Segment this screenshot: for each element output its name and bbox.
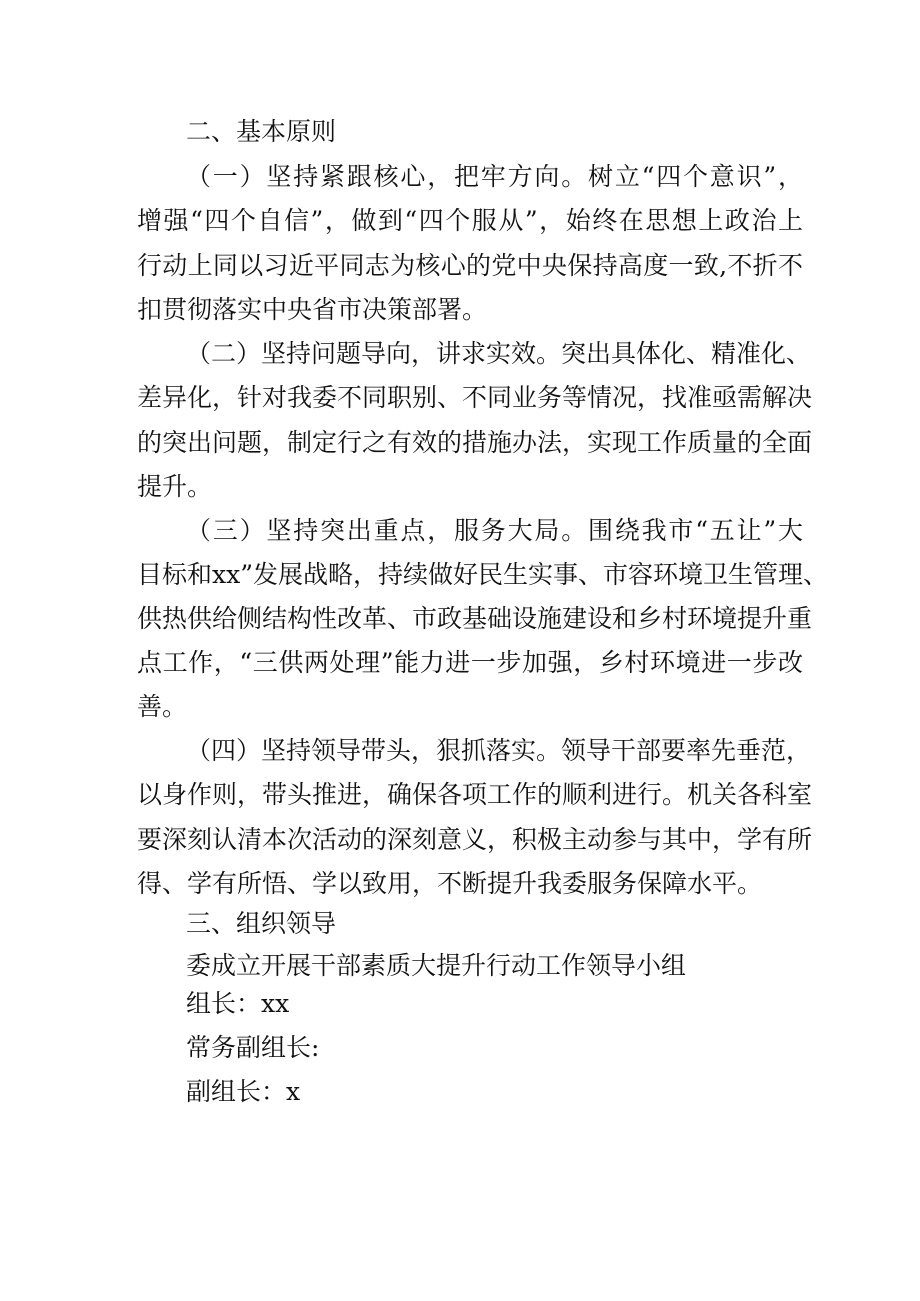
paragraph-4-line-3: 要深刻认清本次活动的深刻意义，积极主动参与其中，学有所 <box>137 825 813 854</box>
section-heading-principles: 二、基本原则 <box>186 117 337 146</box>
paragraph-3-line-4: 点工作，“三供两处理”能力进一步加强，乡村环境进一步改 <box>137 648 803 677</box>
paragraph-1-line-1: （一）坚持紧跟核心，把牢方向。树立“四个意识”， <box>186 162 803 191</box>
paragraph-4-line-2: 以身作则，带头推进，确保各项工作的顺利进行。机关各科室 <box>137 780 813 809</box>
group-executive-deputy: 常务副组长: <box>186 1033 320 1062</box>
group-intro: 委成立开展干部素质大提升行动工作领导小组 <box>186 951 687 980</box>
paragraph-2-line-3: 的突出问题，制定行之有效的措施办法，实现工作质量的全面 <box>137 428 813 457</box>
paragraph-3-line-3: 供热供给侧结构性改革、市政基础设施建设和乡村环境提升重 <box>137 604 813 633</box>
group-deputy: 副组长：x <box>186 1077 301 1106</box>
paragraph-2-line-2: 差异化，针对我委不同职别、不同业务等情况，找准亟需解决 <box>137 383 813 412</box>
paragraph-4-line-1: （四）坚持领导带头，狠抓落实。领导干部要率先垂范， <box>186 736 812 765</box>
paragraph-2-line-1: （二）坚持问题导向，讲求实效。突出具体化、精准化、 <box>186 339 812 368</box>
paragraph-4-line-4: 得、学有所悟、学以致用，不断提升我委服务保障水平。 <box>137 869 763 898</box>
paragraph-3-line-1: （三）坚持突出重点，服务大局。围绕我市“五让”大 <box>186 516 803 545</box>
paragraph-1-line-3: 行动上同以习近平同志为核心的党中央保持高度一致,不折不 <box>137 251 803 280</box>
paragraph-3-line-5: 善。 <box>137 692 188 721</box>
paragraph-1-line-4: 扣贯彻落实中央省市决策部署。 <box>137 295 488 324</box>
paragraph-3-line-2: 目标和xx”发展战略，持续做好民生实事、市容环境卫生管理、 <box>137 560 828 589</box>
paragraph-2-line-4: 提升。 <box>137 472 213 501</box>
section-heading-organization: 三、组织领导 <box>186 909 337 938</box>
paragraph-1-line-2: 增强“四个自信”，做到“四个服从”，始终在思想上政治上 <box>137 206 803 235</box>
group-leader: 组长：xx <box>186 989 290 1018</box>
